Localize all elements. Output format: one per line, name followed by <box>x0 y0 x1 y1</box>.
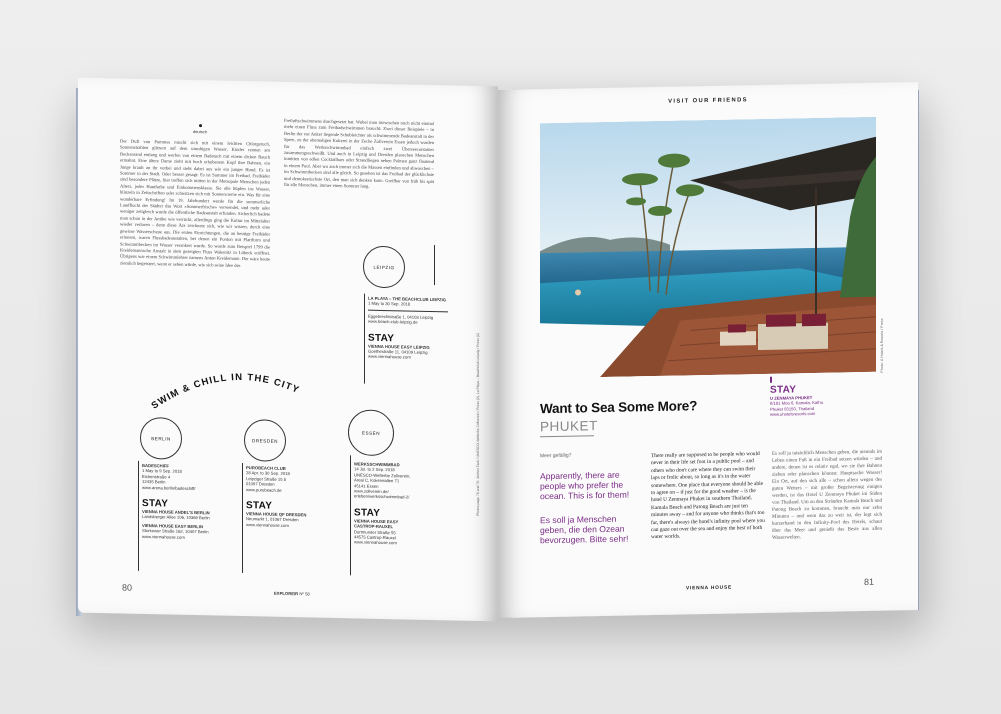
subhead-underline <box>540 435 594 437</box>
venue-name: LA PLAYA – THE BEACHCLUB LEIPZIG <box>368 295 447 303</box>
hotel-address: 8/181 Moo 6, Kamala, Kathu Phuket 83150, Thailand <box>770 400 824 412</box>
left-page <box>78 78 498 622</box>
divider-line <box>364 294 365 384</box>
venue-url: www.arena.berlin/badeschiff/ <box>142 484 196 491</box>
hotel-address: Dortmunder Straße 55 44575 Castrop-Rauxel www.viennahouse.com <box>354 529 397 546</box>
photo-credit-text: Photo: U Hotels & Resorts / Press <box>880 318 884 373</box>
essen-info <box>354 461 472 547</box>
stay-label: STAY <box>354 507 381 519</box>
stay-label: STAY <box>142 497 169 510</box>
body-german: Es soll ja tatsächlich Menschen geben, die niemals im Leben einen Fuß in ein Freibad setzen würden – und andere, denen ist es relativ egal, wo sie ihre Bahnen ziehen oder planschen können: Hauptsache Wasser! Ein Ort, auf den sich alle – schon allein wegen des guten Wetters – mit großer Begeisterung einigen werden, ist das Hotel U Zenmaya Phuket im Süden von Thailand. Um zu den Stränden Kamala Beach und Patong Beach zu kommen, braucht man nur zehn Minuten – und wem das zu weit ist, der legt sich kurzerhand in den Infinity-Pool des Hotels, schaut über das Meer und genießt das Beste aus allen Wasserwelten. <box>772 449 882 541</box>
venue-address: UNESCO-Welterbe Zollverein, Areal C, Kokereiallee 71 45141 Essen www.zollverein.de/ erleben/werksschwimmbad-2/ <box>354 472 411 500</box>
svg-text:SWIM & CHILL IN THE CITY <box>150 370 302 415</box>
venue-name: WERKSSCHWIMMBAD <box>354 461 400 468</box>
venue-url: www.purobeach.de <box>246 486 282 493</box>
footer-issue: Nº 58 <box>299 591 310 597</box>
berlin-info <box>142 463 250 541</box>
city-circle-essen: ESSEN <box>348 409 394 456</box>
city-circle-leipzig: LEIPZIG <box>363 246 405 289</box>
venue-dates: 1 May to 9 Sep. 2018 <box>142 468 182 475</box>
divider-line <box>242 463 243 573</box>
hotel-name: U ZENMAYA PHUKET <box>770 394 813 401</box>
hotel-name: VIENNA HOUSE ANDEL'S BERLIN <box>142 508 210 516</box>
divider-line <box>138 461 139 571</box>
hotel-address: Neumarkt 1, 01067 Dresden www.viennahouse.com <box>246 516 299 528</box>
footer-brand: VIENNA HOUSE <box>686 585 732 592</box>
dot-icon <box>199 124 202 127</box>
hotel-name: VIENNA HOUSE EASY BERLIN <box>142 522 203 530</box>
venue-dates: 1 May to 30 Sep. 2018 <box>368 301 411 307</box>
pool-scene-illustration <box>540 117 876 378</box>
right-page <box>498 82 918 618</box>
body-text-col1: Der Duft von Pommes mischt sich mit einem leichten Chlorgeruch, Sonnenstrahlen glitzern auf dem unruhigen Wasser, Kinder rennen am Beckenrand entlang und werfen von einem Badetuch mit einem dicken Bauch ermahnt. Eine ältere Dame zieht mit hoch erhobenem Kopf ihre Bahnen, ein Junge krault an ihr vorbei und sieht dabei aus wie ein junger Hund. Es ist Sommer in der Stadt. Oder besser gesagt: Es ist Sommer im Freibad. Freibäder sind besondere Plätze, hier treffen sich mitten in der Metropole Menschen jeden Alters, jeder Hautfarbe und Einkommensklasse. Sie alle hüpfen ins Wasser, blinzeln in Zeitschriften oder schwitzen sich mit Sonnencreme ein. Was für eine wunderbare Erfindung! Im 19. Jahrhundert wurde für die sommerliche Landflucht der Städter das Wort »Sommerfrische« verwendet, und mehr oder weniger zeitgleich wurde die öffentliche Badeanstalt erfunden. Sicherlich badete man schon in der Antike wie verrückt, allerdings ging die Kultur im Mittelalter wieder verloren – denn diese Ära zeichnete sich, wie wir wissen, durch eine gewisse Wasserscheue aus. Die ersten Einrichtungen, die an heutige Freibäder erinnern, waren Flussbadeanstalten, bei denen ein Ponton mit Plattform und Schwimmbecken im Wasser verankert wurde. So wurde zum Beispiel 1799 die Kreidemannsche Anstalt in dem gezeigten Fluss Wakenitz in Lübeck eröffnet. Übrigens war einem Schwimmlehrer namens Anton Kreidemann. Der wäre heute ziemlich begeistert, wenn er sehen würde, wie sich seine Idee des <box>120 138 270 268</box>
hotel-address: Goethestraße 11, 04109 Leipzig www.viennahouse.com <box>368 348 428 361</box>
hotel-name: VIENNA HOUSE QF DRESDEN <box>246 511 307 518</box>
venue-name: PUROBEACH CLUB <box>246 465 286 471</box>
article-subhead: PHUKET <box>540 418 598 435</box>
footer-mag: EXPLORE/R <box>274 590 299 597</box>
deutsch-label: deutsch <box>192 129 207 135</box>
venue-address: Leipziger Straße 15 b 01097 Dresden <box>246 475 287 487</box>
body-english: There really are supposed to be people who would never in their life set foot in a public pool – and others who don't care where they can swim their laps or frolic about, so long as it's in the water somewhere. One place that everyone should be able to agree on – if just for the good weather – is the hotel U Zenmaya Phuket in southern Thailand. Kamala Beach and Patong Beach are just ten minutes away – and for anyone who thinks that's too far, there's always the hotel's infinity pool where you can gaze out over the sea and enjoy the best of both water worlds. <box>651 451 765 541</box>
page-number-right: 81 <box>864 576 875 588</box>
stay-label: STAY <box>368 332 395 344</box>
stay-label: STAY <box>770 384 797 396</box>
venue-address: Eggebrechtstraße 1, 04103 Leipzig www.beach-club-leipzig.de <box>368 313 434 325</box>
accent-bar <box>770 377 772 383</box>
kicker: VISIT OUR FRIENDS <box>668 97 748 105</box>
divider-line <box>368 309 448 312</box>
swim-chill-headline-arc <box>146 355 316 419</box>
footer-magazine-name <box>274 591 310 597</box>
venue-dates: 14 Jul. to 2 Sep. 2018 <box>354 466 395 473</box>
venue-dates: 28 Apr. to 30 Sep. 2018 <box>246 470 290 477</box>
deutsch-marker <box>190 124 210 135</box>
divider-line <box>350 455 351 575</box>
stay-label: STAY <box>246 500 273 512</box>
leipzig-info <box>368 296 478 362</box>
intro-german: Es soll ja Menschen geben, die den Ozean bevorzugen. Bitte sehr! <box>540 513 629 546</box>
city-circle-berlin: BERLIN <box>140 417 182 460</box>
intro-english: Apparently, there are people who prefer the ocean. This is for them! <box>540 469 630 502</box>
hotel-name: VIENNA HOUSE EASY CASTROP-RAUXEL <box>354 518 399 530</box>
photo-credit-text: Photos page 78 and 79: Jochen Tack / UNESCO-Welterbe Zollverein / Press (2), La Playa – Beachclub Leipzig / Press (2) <box>476 333 480 517</box>
page-number-left: 80 <box>122 582 133 593</box>
hotel-name: VIENNA HOUSE EASY LEIPZIG <box>368 343 430 350</box>
photo-credit-vertical <box>880 203 888 373</box>
connector-line <box>434 245 435 285</box>
stay-box <box>770 375 890 418</box>
photo-credit-vertical <box>476 216 482 516</box>
venue-name: BADESCHIFF <box>142 462 169 469</box>
body-text-col2: Freiluftschwimmens durchgesetzt hat. Wobei man inzwischen noch nicht einmal mehr einen Fluss zum Freibadschwimmen braucht: Zwei dieser Beispiele – in Berlin der vor Anker liegende Schubleichter als schwimmende Badeanstalt in der Spree, zu der ehemaligen Kokerei in der Zeche Zollverein Essen jedoch wurden für das Werksschwimmbad einfach zwei Überseecontainer zusammengeschweißt. Und auch in Leipzig und Dresden planschen Menschen inmitten von edlen Cocktailbars oder Strandliegen neben Palmen ganz floatend in einem Pool. Aber wo auch immer sich die Massen einfinden und abwaschen – im Schwimmbecken sind alle gleich. So gesehen ist das Freibad der glücklichste und demokratischste Ort, den man sich denken kann. Greifbar von früh bis spät für alle Menschen, immer einen Sommer lang. <box>284 117 434 189</box>
german-label: Meer gefällig? <box>540 452 572 460</box>
dresden-info <box>246 465 346 529</box>
hotel-address: Storkower Straße 162, 10407 Berlin www.viennahouse.com <box>142 528 209 540</box>
venue-address: Eichenstraße 4 12435 Berlin <box>142 473 171 485</box>
article-headline: Want to Sea Some More? <box>540 398 698 417</box>
city-circle-dresden: DRESDEN <box>244 419 286 462</box>
hotel-address: Landsberger Allee 106, 10369 Berlin <box>142 514 210 521</box>
hotel-url: www.uhotelsresorts.com <box>770 411 816 418</box>
phuket-pool-photo <box>540 117 876 378</box>
headline-arc-text: SWIM & CHILL IN THE CITY <box>149 371 302 412</box>
